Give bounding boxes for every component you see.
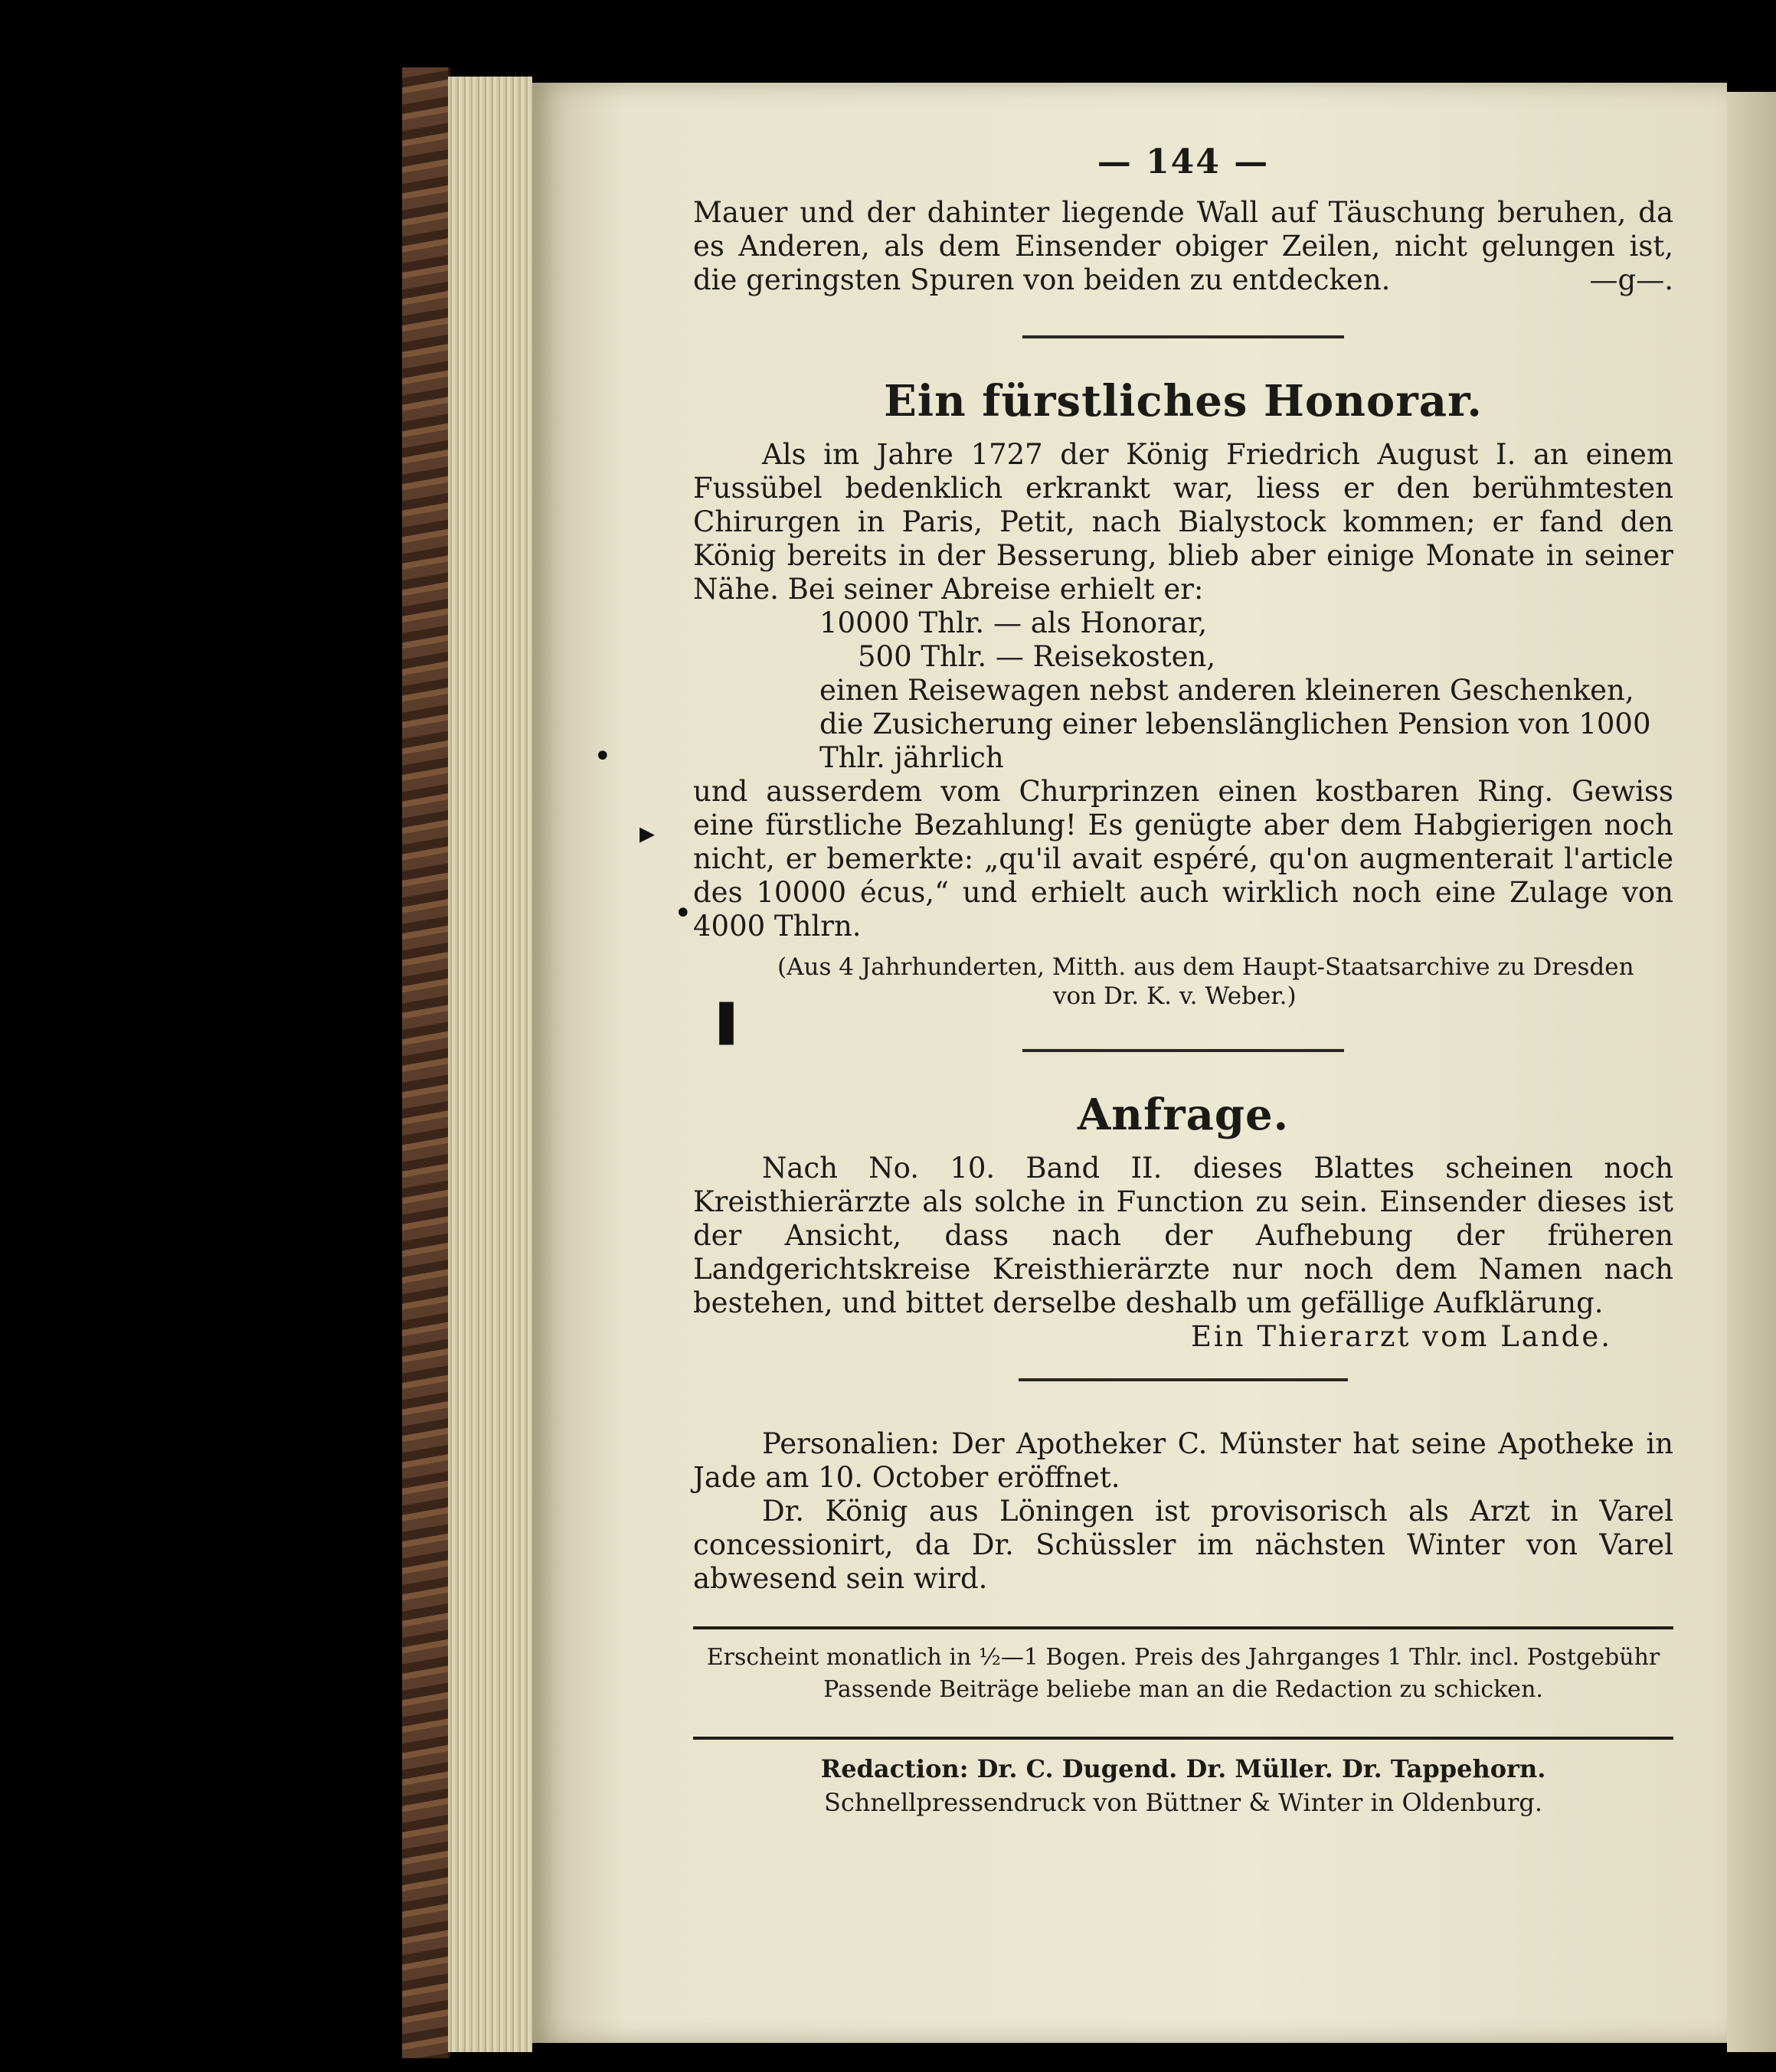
- ink-blot: ❚: [708, 995, 744, 1045]
- ink-mark: ▸: [639, 815, 656, 851]
- list-item: 10000 Thlr. — als Honorar,: [819, 606, 1208, 639]
- ink-mark: •: [594, 739, 612, 774]
- footer-subscription: Erscheint monatlich in ½—1 Bogen. Preis des Jahrganges 1 Thlr. incl. Postgebühr: [706, 1644, 1660, 1671]
- article2-signature: Ein Thierarzt vom Lande.: [1190, 1320, 1612, 1353]
- footer-rule: [693, 1626, 1673, 1629]
- footer-redaction: Redaction: Dr. C. Dugend. Dr. Müller. Dr. Tappehorn.: [820, 1754, 1546, 1783]
- section-divider: [1022, 1049, 1344, 1052]
- payment-list: [819, 606, 1673, 775]
- intro-paragraph: Mauer und der dahinter liegende Wall auf Täuschung beruhen, da es Anderen, als dem Einsender obiger Zeilen, nicht gelungen ist, die geringsten Spuren von beiden zu entdecken. —g—.: [693, 196, 1673, 296]
- section-divider: [1019, 1378, 1348, 1381]
- marbled-cover: [402, 67, 450, 2058]
- article1-paragraph: Als im Jahre 1727 der König Friedrich August I. an einem Fussübel bedenklich erkrankt war, liess er den berühmtesten Chirurgen in Paris, Petit, nach Bialystock kommen; er fand den König bereits in der Besserung, blieb aber einige Monate in seiner Nähe. Bei seiner Abreise erhielt er:: [693, 438, 1673, 606]
- article1-title: Ein fürstliches Honorar.: [884, 376, 1483, 426]
- section-divider: [1022, 335, 1344, 338]
- page-number: — 144 —: [1097, 142, 1270, 181]
- article1-closing: und ausserdem vom Churprinzen einen kostbaren Ring. Gewiss eine fürstliche Bezahlung! Es genügte aber dem Habgierigen noch nicht, er bemerkte: „qu'il avait espéré, qu'on augmenterait l'article des 10000 écus,“ und erhielt auch wirklich noch eine Zulage von 4000 Thlrn.: [693, 775, 1673, 943]
- footer-contributions: Passende Beiträge beliebe man an die Redaction zu schicken.: [823, 1676, 1543, 1703]
- next-page-edge: [1727, 92, 1776, 2052]
- citation-line: von Dr. K. v. Weber.): [1053, 982, 1297, 1010]
- article2-title: Anfrage.: [1077, 1090, 1290, 1140]
- personalien-paragraph: Personalien: Der Apotheker C. Münster hat seine Apotheke in Jade am 10. October eröffnet.: [693, 1427, 1673, 1494]
- list-item: die Zusicherung einer lebenslänglichen Pension von 1000 Thlr. jährlich: [819, 708, 1651, 774]
- page-content: [693, 142, 1673, 1819]
- ink-mark: •: [674, 896, 692, 931]
- intro-sign: —g—.: [1589, 263, 1673, 296]
- footer-printer: Schnellpressendruck von Büttner & Winter in Oldenburg.: [823, 1788, 1543, 1817]
- article2-paragraph: Nach No. 10. Band II. dieses Blattes scheinen noch Kreisthierärzte als solche in Function zu sein. Einsender dieses ist der Ansicht, dass nach der Aufhebung der früheren Landgerichtskreise Kreisthierärzte nur noch dem Namen nach bestehen, und bittet derselbe deshalb um gefällige Aufklärung.: [693, 1152, 1673, 1319]
- citation: [693, 953, 1673, 1011]
- citation-line: (Aus 4 Jahrhunderten, Mitth. aus dem Haupt-Staatsarchive zu Dresden: [777, 953, 1634, 981]
- page-edges: [448, 77, 532, 2052]
- list-item: 500 Thlr. — Reisekosten,: [858, 640, 1216, 673]
- footer-rule: [693, 1737, 1673, 1740]
- list-item: einen Reisewagen nebst anderen kleineren Geschenken,: [819, 674, 1634, 707]
- personalien-paragraph: Dr. König aus Löningen ist provisorisch als Arzt in Varel concessionirt, da Dr. Schüssler im nächsten Winter von Varel abwesend sein wird.: [693, 1495, 1673, 1595]
